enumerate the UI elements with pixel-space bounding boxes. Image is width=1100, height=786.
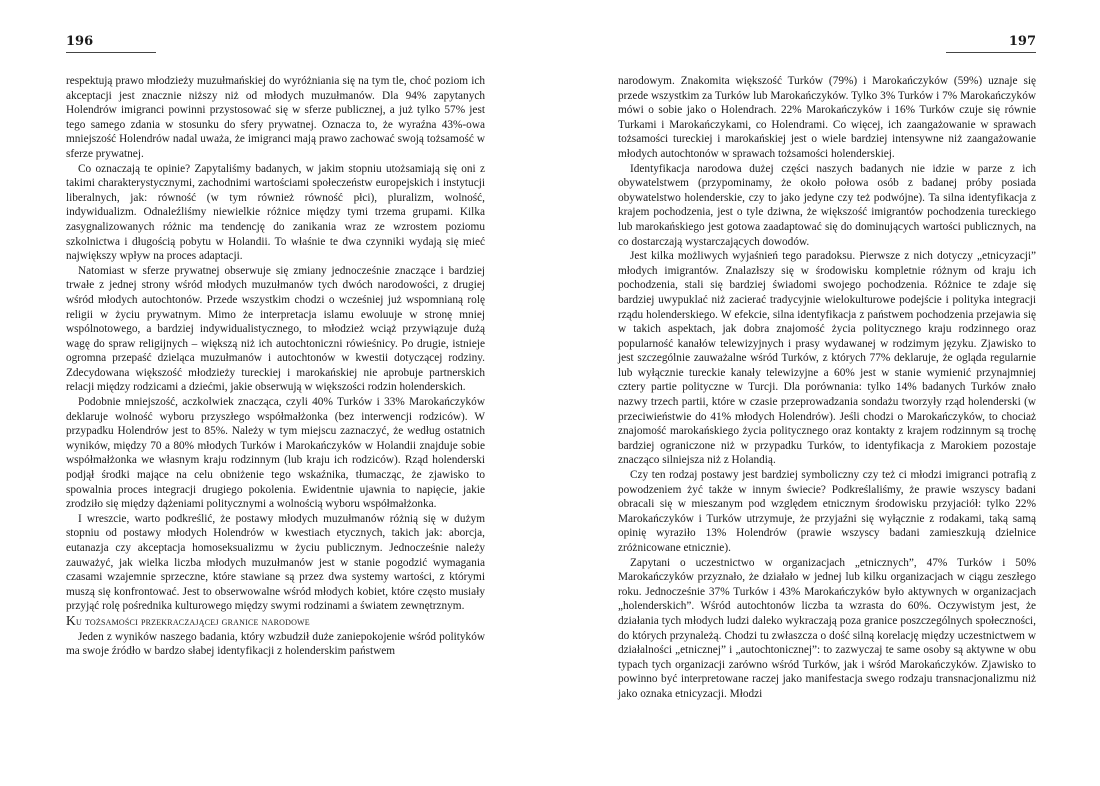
- paragraph: narodowym. Znakomita większość Turków (79%) i Marokańczyków (59%) uznaje się przede wszystkim za Turków lub Marokańczyków. Tylko 3% Turków i 7% Marokańczyków mówi o sobie jako o Holendrach. 22% Marokańczyków i 16% Turków czuje się równie Turkami i Marokańczykami, co Holendrami. Co więcej, ich zaangażowanie w sprawach tożsamości tureckiej i marokańskiej jest o wiele bardziej intensywne niż zaangażowanie młodych autochtonów w sprawach tożsamości holenderskiej.: [618, 75, 1036, 160]
- paragraph: Co oznaczają te opinie? Zapytaliśmy badanych, w jakim stopniu utożsamiają się oni z takimi charakterystycznymi, zachodnimi wartościami społeczeństw europejskich i instytucji liberalnych, jak: równość (w tym również równość płci), pluralizm, wolność, indywidualizm. Odnaleźliśmy niewielkie różnice między tymi trzema grupami. Kilka zasygnalizowanych różnic ma tendencję do zanikania wraz ze wzrostem poziomu szkolnictwa i długością pobytu w Holandii. To właśnie te dwa czynniki wydają się mieć największy wpływ na proces adaptacji.: [66, 162, 485, 263]
- paragraph: Jest kilka możliwych wyjaśnień tego paradoksu. Pierwsze z nich dotyczy „etnicyzacji” młodych imigrantów. Znalazłszy się w środowisku kompletnie różnym od kraju ich pochodzenia, stali się bardziej świadomi swojego pochodzenia. Różnice te zdaje się bardziej uwypuklać niż zacierać tradycyjnie wielokulturowe podejście i polityka integracji rządu holenderskiego. W efekcie, silna identyfikacja z państwem pochodzenia przejawia się w takich aspektach, jak dobra znajomość życia politycznego kraju rodzinnego oraz popularność kanałów telewizyjnych i prasy wydawanej w rodzimym języku. Zjawisko to jest szczególnie zauważalne wśród Turków, z których 77% deklaruje, że ogląda regularnie lub wyłącznie tureckie kanały telewizyjne a 60% jest w stanie wymienić przynajmniej cztery partie polityczne w Turcji. Dla porównania: tylko 14% badanych Turków znało nazwy trzech partii, które w czasie przeprowadzania sondażu tworzyły rząd holenderski (w przeciwieństwie do 41% młodych Holendrów). Jeśli chodzi o Marokańczyków, to chociaż znajomość marokańskiego życia politycznego oraz kontakty z krajem rodzinnym są trochę bardziej ograniczone niż w przypadku Turków, to identyfikacja z Marokiem pozostaje znacząco silniejsza niż z Holandią.: [618, 250, 1036, 467]
- paragraph: Podobnie mniejszość, aczkolwiek znacząca, czyli 40% Turków i 33% Marokańczyków deklaruje wolność wyboru przyszłego współmałżonka (bez interwencji rodziców). W przypadku Holendrów jest to 85%. Należy w tym miejscu zaznaczyć, że według ostatnich wyników, między 70 a 80% młodych Turków i Marokańczyków w Holandii znajduje sobie współmałżonka we własnym kraju rodzinnym (lub kraju ich rodziców). Rząd holenderski podjął środki mające na celu obniżenie tego wskaźnika, tłumacząc, że zjawisko to spowalnia proces integracji drugiego pokolenia. Ewidentnie ujawnia to napięcie, jakie zrodziło się między dążeniami politycznymi a wolnością wyboru współmałżonka.: [66, 396, 485, 511]
- section-heading: [66, 614, 485, 630]
- heading-initial: K: [66, 612, 76, 628]
- header-rule: [946, 52, 1036, 53]
- body-text: [66, 74, 485, 659]
- paragraph: Identyfikacja narodowa dużej części naszych badanych nie idzie w parze z ich obywatelstwem (przypominamy, że około połowa osób z badanej próby posiada obywatelstwo holenderskie, czy to jako jedyne czy też podwójne). Ta silna identyfikacja z krajem pochodzenia, jest o tyle dziwna, że większość imigrantów pochodzenia tureckiego lub marokańskiego jest gotowa zaadaptować się do dominujących wartości publicznych, na co dostarczają wystarczających dowodów.: [618, 162, 1036, 248]
- body-text: [618, 74, 1036, 702]
- paragraph: Zapytani o uczestnictwo w organizacjach „etnicznych”, 47% Turków i 50% Marokańczyków przyznało, że działało w jednej lub kilku organizacjach w ciągu zeszłego roku. Jednocześnie 37% Turków i 43% Marokańczyków było aktywnych w organizacjach „holenderskich”. Wśród autochtonów liczba ta wzrasta do 60%. Oczywistym jest, że działania tych młodych ludzi daleko wykraczają poza granice poszczególnych społeczności, do których przynależą. Chodzi tu zwłaszcza o dość silną korelację między uczestnictwem w działalności „etnicznej” i „autochtonicznej”: to zazwyczaj te same osoby są aktywne w obu typach tych organizacji zarówno wśród Turków, jak i wśród Marokańczyków. Zjawisko to powinno być interpretowane raczej jako manifestacja swego rodzaju transnacjonalizmu niż jako oznaka etnicyzacji. Młodzi: [618, 556, 1036, 700]
- paragraph: respektują prawo młodzieży muzułmańskiej do wyróżniania się na tym tle, choć poziom ich akceptacji jest znacznie niższy niż od młodych muzułmanów. Dla 94% zapytanych Holendrów imigranci powinni przystosować się w sferze publicznej, a już tylko 57% jest tego samego zdania w stosunku do sfery prywatnej. Oznacza to, że wyraźna 43%-owa mniejszość Holendrów nadal uważa, że imigranci mają prawo zachować swoją tożsamość w sferze prywatnej.: [66, 75, 485, 160]
- paragraph: I wreszcie, warto podkreślić, że postawy młodych muzułmanów różnią się w dużym stopniu od postawy młodych Holendrów w kwestiach etycznych, takich jak: aborcja, eutanazja czy akceptacja homoseksualizmu w życiu publicznym. Jednocześnie należy zauważyć, jak wielka liczba młodych muzułmanów jest w stanie pogodzić wymagania czasami wzajemnie sprzeczne, które stawiane są przez dwa systemy wartości, z którymi muszą się konfrontować. Jest to obserwowalne wśród młodych kobiet, które często musiały przyjąć rolę pośrednika kulturowego między swymi rodzinami a światem zewnętrznym.: [66, 512, 485, 613]
- paragraph: Czy ten rodzaj postawy jest bardziej symboliczny czy też ci młodzi imigranci potrafią z powodzeniem żyć także w innym świecie? Podkreślaliśmy, że prawie wszyscy badani obracali się w mieszanym pod względem etnicznym środowisku przyjaciół: tylko 22% Marokańczyków i Turków utrzymuje, że przyjaźni się wyłącznie z rodakami, taką samą opinię wyraziło 13% Holendrów (prawie wszyscy badani zamieszkują dzielnice zróżnicowane etnicznie).: [618, 469, 1036, 554]
- paragraph: Natomiast w sferze prywatnej obserwuje się zmiany jednocześnie znaczące i bardziej trwałe z jednej strony wśród młodych muzułmanów tych dwóch narodowości, z drugiej wśród młodych autochtonów. Przede wszystkim chodzi o wcześniej już wspomnianą rolę religii w życiu prywatnym. Mimo że interpretacja islamu ewoluuje w stronę mniej wspólnotowego, a bardziej indywidualistycznego, to młodzież wciąż przywiązuje dużą wagę do spraw religijnych – większą niż ich autochtoniczni rówieśnicy. Po drugie, istnieje ogromna przepaść dzieląca muzułmanów i autochtonów w kwestii dotyczącej rodziny. Zdecydowana większość młodzieży tureckiej i marokańskiej nie aprobuje partnerskich relacji między rodzicami a dziećmi, jakie obserwują w większości rodzin holenderskich.: [66, 264, 485, 394]
- header-rule: [66, 52, 156, 53]
- page-number: 196: [66, 34, 94, 49]
- paragraph: Jeden z wyników naszego badania, który wzbudził duże zaniepokojenie wśród polityków ma swoje źródło w bardzo słabej identyfikacji z holenderskim państwem: [66, 630, 485, 658]
- right-page: [550, 0, 1100, 786]
- heading-text: u tożsamości przekraczającej granice narodowe: [75, 615, 310, 628]
- page-number: 197: [1008, 34, 1036, 49]
